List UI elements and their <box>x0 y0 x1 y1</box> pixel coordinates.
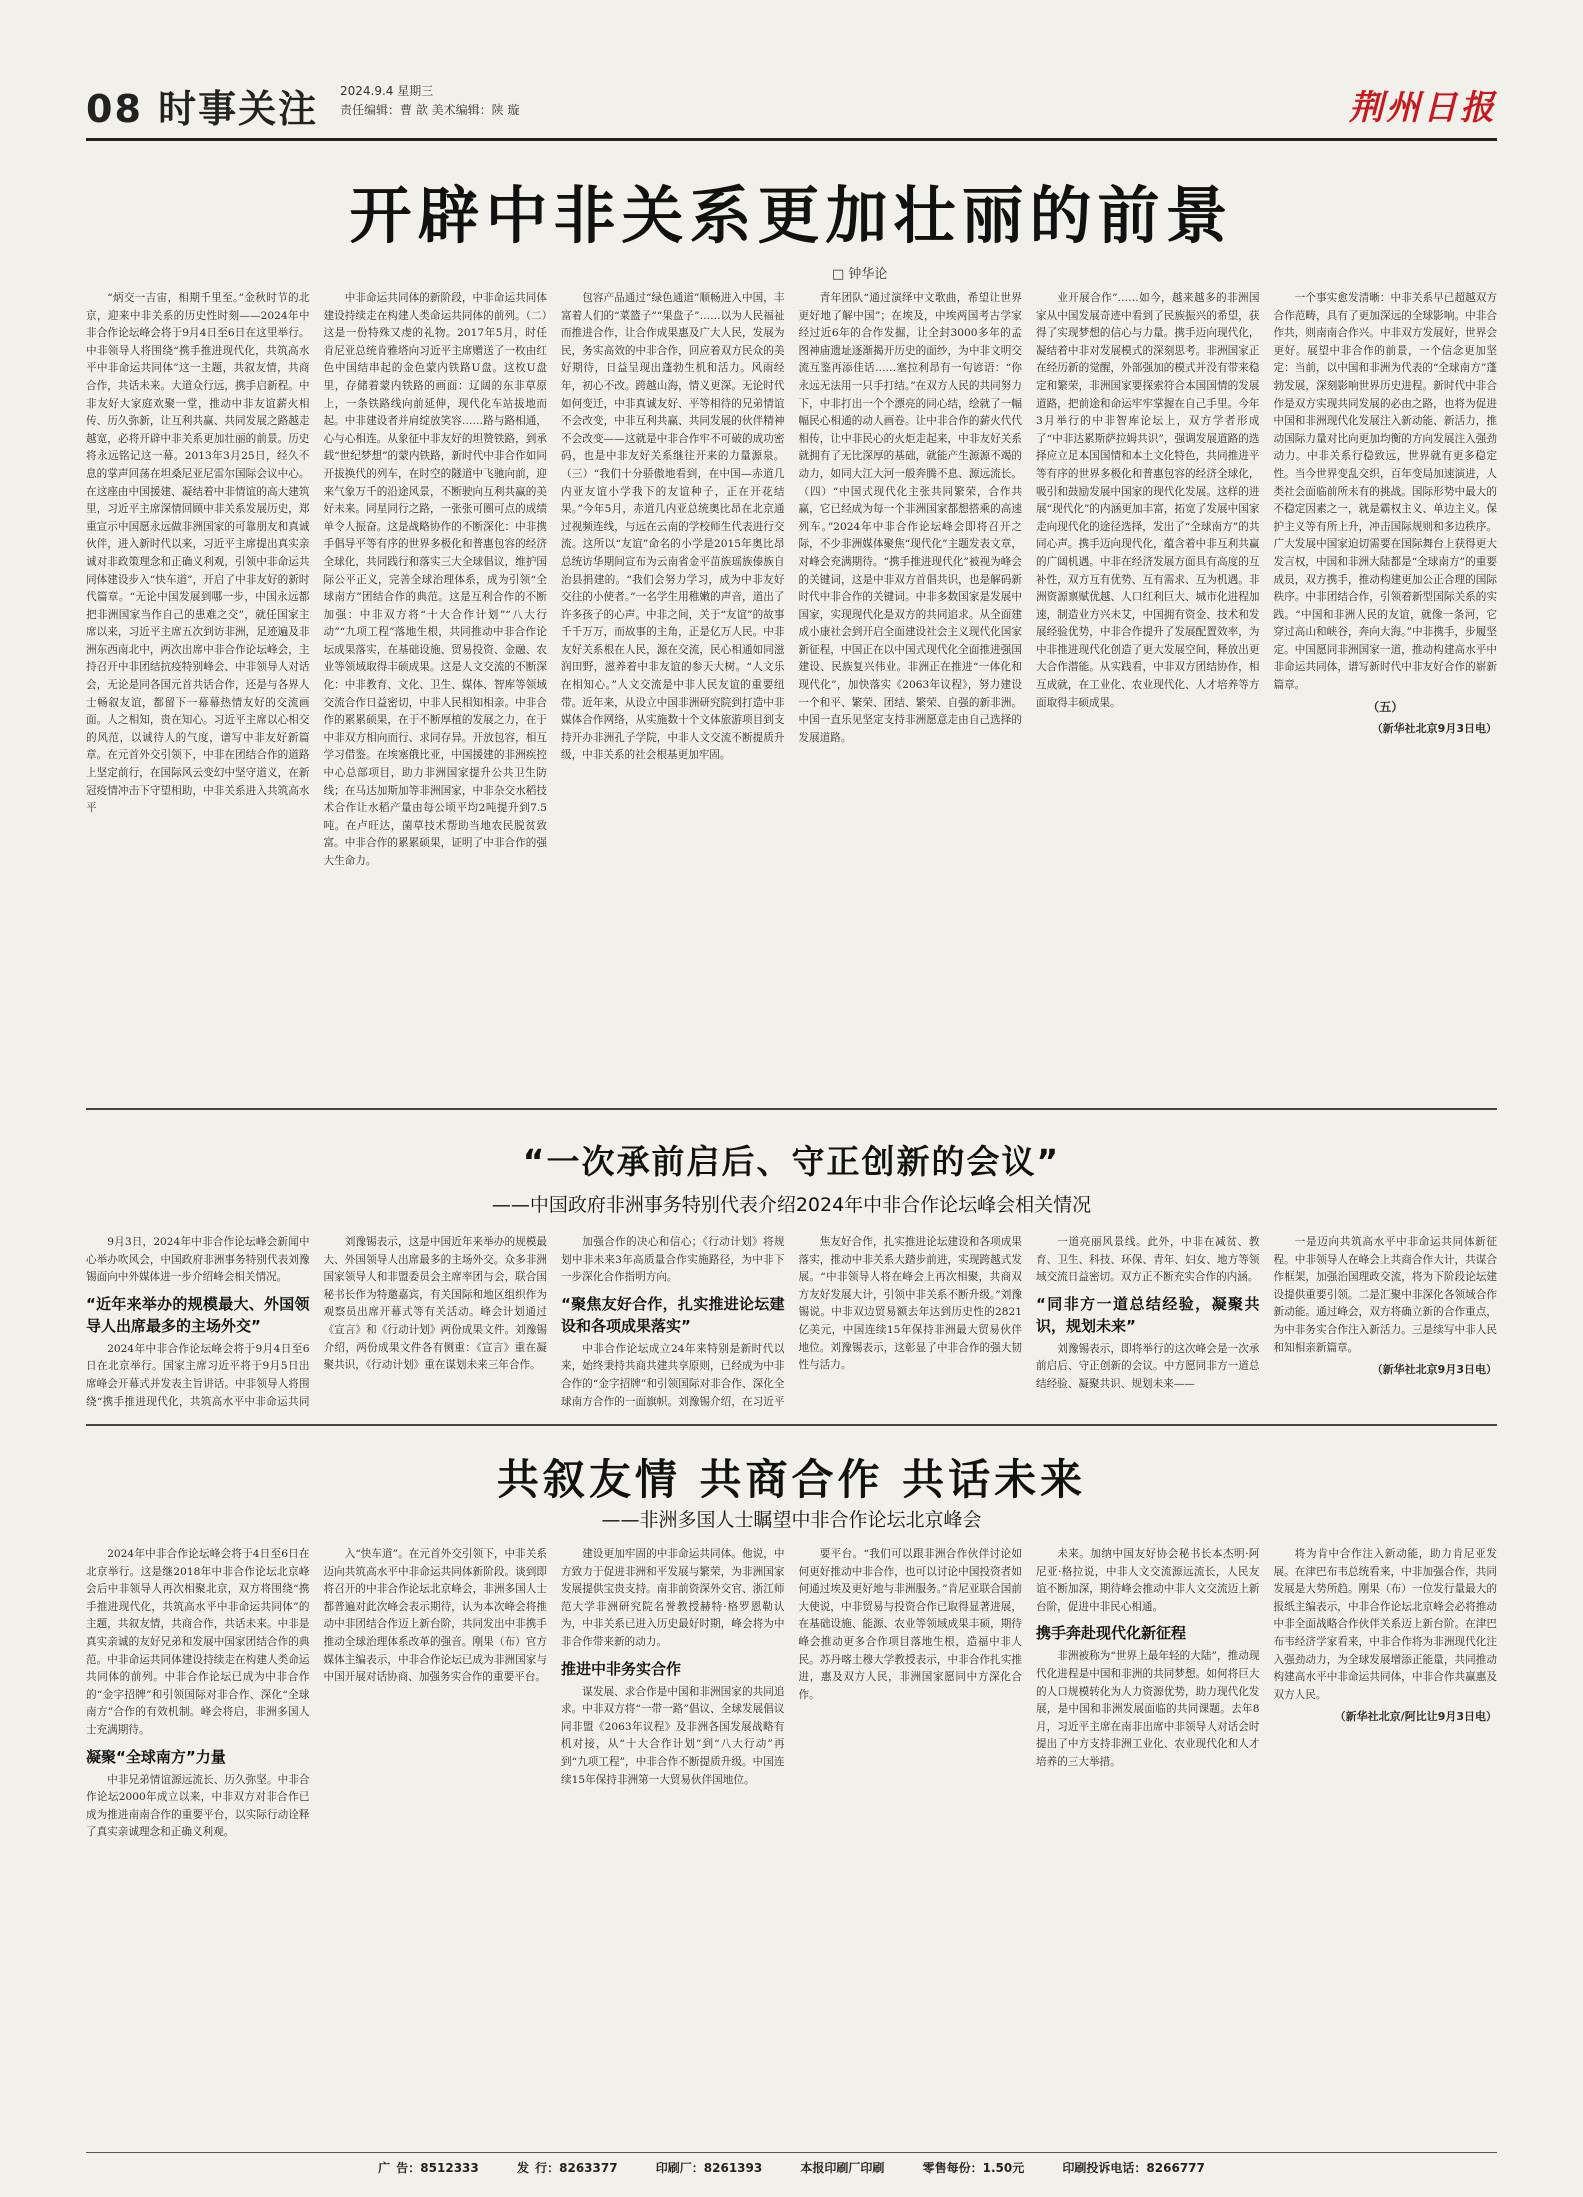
header-meta <box>340 82 519 120</box>
footer-ad-phone: 广 告：8512333 <box>378 2161 479 2175</box>
article1-section-5: （五） <box>1367 699 1404 714</box>
article1-column-6: 一个事实愈发清晰：中非关系早已超越双方合作范畴，具有了更加深远的全球影响。中非合作共，则南南合作兴。中非双方发展好，世界会更好。展望中非合作的前景，一个信念更加坚定：当前，以中国和非洲为代表的“全球南方”蓬勃发展，深刻影响世界历史进程。新时代中非合作是双方实现共同发展的必由之路，也将为促进中国和非洲现代化发展注入新动能、新活力，推动国际力量对比向更加均衡的方向发展注入强劲动力。中非关系行稳致远，世界就有更多稳定性。当今世界变乱交织，百年变局加速演进，人类社会面临前所未有的挑战。国际形势中最大的不稳定因素之一，就是霸权主义、单边主义。保护主义等有所上升，冲击国际规则和多边秩序。广大发展中国家迫切需要在国际舞台上获得更大发言权，中国和非洲大陆都是“全球南方”的重要成员，双方携手，推动构建更加公正合理的国际秩序。中非团结合作，引领着新型国际关系的实践。“中国和非洲人民的友谊，就像一条河，它穿过高山和峡谷，奔向大海。”中非携手，步履坚定。中国愿同非洲国家一道，推动构建高水平中非命运共同体，谱写新时代中非友好合作的崭新篇章。 （五） （新华社北京9月3日电） <box>1274 290 1498 1080</box>
article3-subhead-3: 携手奔赴现代化新征程 <box>1036 1624 1187 1643</box>
article2-credit: （新华社北京9月3日电） <box>1371 1363 1497 1377</box>
article2-column-5: 一道亮丽风景线。此外，中非在减贫、教育、卫生、科技、环保、青年、妇女、地方等领域交流日益密切。双方正不断充实合作的内涵。 “同非方一道总结经验，凝聚共识，规划未来” 刘豫锡表示，即将举行的这次峰会是一次承前启后、守正创新的会议。中方愿同非方一道总结经验、凝聚共识、规划未来—— <box>1036 1236 1260 1390</box>
footer-complaint-phone: 印刷投诉电话：8266777 <box>1062 2161 1205 2175</box>
footer-distribution-phone: 发 行：8263377 <box>516 2161 618 2175</box>
article2-subhead-3: “同非方一道总结经验，凝聚共识，规划未来” <box>1036 1294 1260 1335</box>
article2-subhead-2: “聚焦友好合作，扎实推进论坛建设和各项成果落实” <box>561 1294 785 1335</box>
page-header <box>86 78 1497 138</box>
article2-title: “一次承前启后、守正创新的会议” <box>522 1142 1061 1181</box>
article3-column-2: 入“快车道”。在元首外交引领下，中非关系迈向共筑高水平中非命运共同体新阶段。谈到即将召开的中非合作论坛北京峰会，非洲多国人士都普遍对此次峰会表示期待，认为本次峰会将推动中非团结合作迈上新台阶，共同发出中非携手推动全球治理体系改革的强音。刚果（布）官方媒体主编表示，中非合作论坛已成为非洲国家与中国开展对话协商、加强务实合作的重要平台。 <box>323 1548 547 1684</box>
page-section-label: 08 时事关注 <box>86 87 319 131</box>
article1-title: 开辟中非关系更加壮丽的前景 <box>349 179 1234 252</box>
article3-column-4: 要平台。“我们可以跟非洲合作伙伴讨论如何更好推动中非合作，也可以讨论中国投资者如何通过埃及更好地与非洲服务。”肯尼亚联合国前大使说，中非贸易与投资合作已取得显著进展，在基础设施、能源、农业等领域成果丰硕，期待峰会推动更多合作项目落地生根，造福中非人民。苏丹喀土穆大学教授表示，中非合作扎实推进，惠及双方人民，非洲国家愿同中方深化合作。 <box>798 1548 1022 1701</box>
article3-column-1: 2024年中非合作论坛峰会将于4日至6日在北京举行。这是继2018年中非合作论坛北京峰会后中非领导人再次相聚北京，双方将围绕“携手推进现代化，共筑高水平中非命运共同体”的主题，共叙友情，共商合作，共话未来。中非是真实亲诚的友好兄弟和发展中国家团结合作的典范。中非命运共同体建设持续走在构建人类命运共同体的前列。中非合作论坛已成为中非合作的“金字招牌”和引领国际对非合作、深化“全球南方”合作的有效机制。峰会将启，非洲多国人士充满期待。 凝聚“全球南方”力量 中非兄弟情谊源远流长、历久弥坚。中非合作论坛2000年成立以来，中非双方对非合作已成为推进南南合作的重要平台，以实际行动诠释了真实亲诚理念和正确义利观。 <box>86 1548 310 1839</box>
article3-body <box>86 1546 1497 2142</box>
article2-column-2: 刘豫锡表示，这是中国近年来举办的规模最大、外国领导人出席最多的主场外交。众多非洲国家领导人和非盟委员会主席率团与会，联合国秘书长作为特邀嘉宾，有关国际和地区组织作为观察员出席开幕式等有关活动。峰会计划通过《宣言》和《行动计划》两份成果文件。刘豫锡介绍，两份成果文件各有侧重：《宣言》重在凝聚共识，《行动计划》重在谋划未来三年合作。 <box>323 1236 547 1372</box>
article1-credit: （新华社北京9月3日电） <box>1371 722 1497 736</box>
article2-subhead-1: “近年来举办的规模最大、外国领导人出席最多的主场外交” <box>86 1294 310 1335</box>
article1-column-2: 中非命运共同体的新阶段，中非命运共同体建设持续走在构建人类命运共同体的前列。（二）这是一份特殊又虔的礼物。2017年5月，时任肯尼亚总统肯雅塔向习近平主席赠送了一枚由红色中国结串起的金色蒙内铁路U盘。这枚U盘里，存储着蒙内铁路的画面：辽阔的东非草原上，一条铁路线向前延伸，现代化车站拔地而起。中非建设者并肩绽放笑容……路与路相通，心与心相连。从象征中非友好的坦赞铁路，到承载“世纪梦想”的蒙内铁路，新时代中非合作如同开拔换代的列车，在时空的隧道中飞驰向前，迎来气象万千的沿途风景，不断驶向互利共赢的美好未来。同星同行之路，一张张可圈可点的成绩单令人振奋。这是战略协作的不断深化：中非携手倡导平等有序的世界多极化和普惠包容的经济全球化，共同践行和落实三大全球倡议，维护国际公平正义，完善全球治理体系，成为引领“全球南方”团结合作的典范。这是互利合作的不断加强：中非双方将“十大合作计划”“八大行动”“九项工程”落地生根，共同推动中非合作论坛成果落实，在基础设施、贸易投资、金融、农业等领域取得丰硕成果。这是人文交流的不断深化：中非教育、文化、卫生、媒体、智库等领域交流合作日益密切，中非人民相知相亲。中非合作的累累硕果，在于不断厚植的发展之力，在于中非双方相向而行、求同存异。开放包容，相互学习借鉴。在埃塞俄比亚，中国援建的非洲疾控中心总部项目，助力非洲国家提升公共卫生防线；在马达加斯加等非洲国家，中非杂交水稻技术合作让水稻产量由每公顷平均2吨提升到7.5吨。在卢旺达，菌草技术帮助当地农民脱贫致富。中非合作的累累硕果，证明了中非合作的强大生命力。 <box>323 292 547 867</box>
article3-column-3: 建设更加牢固的中非命运共同体。他说，中方致力于促进非洲和平发展与繁荣，为非洲国家发展提供宝贵支持。南非前资深外交官、浙江师范大学非洲研究院名誉教授赫特·格罗恩勒认为，中非关系已进入历史最好时期，峰会将为中非合作带来新的动力。 推进中非务实合作 谋发展、求合作是中国和非洲国家的共同追求。中非双方将“一带一路”倡议、全球发展倡议同非盟《2063年议程》及非洲各国发展战略有机对接，从“十大合作计划”到“八大行动”再到“九项工程”，中非合作不断提质升级。中国连续15年保持非洲第一大贸易伙伴国地位。 <box>561 1548 785 1786</box>
article2-column-3: 加强合作的决心和信心；《行动计划》将规划中非未来3年高质量合作实施路径，为中非下一步深化合作指明方向。 “聚焦友好合作，扎实推进论坛建设和各项成果落实” 中非合作论坛成立24年来特别是新时代以来，始终秉持共商共建共享原则，已经成为中非合作的“金字招牌”和引领国际对非合作、深化全球南方合作的一面旗帜。刘豫锡介绍，在习近平 <box>561 1236 785 1408</box>
article1-body <box>86 290 1497 1080</box>
section-divider <box>86 1108 1497 1110</box>
article1-byline: □ 钟华论 <box>832 267 888 282</box>
article3-subhead-1: 凝聚“全球南方”力量 <box>86 1747 226 1766</box>
issue-date: 2024.9.4 星期三 <box>340 84 434 98</box>
article2-column-6: 一是迈向共筑高水平中非命运共同体新征程。中非领导人在峰会上共商合作大计，共谋合作框架，加强治国理政交流，将为下阶段论坛建设提供重要引领。二是汇聚中非深化各领域合作新动能。通过峰会，双方将确立新的合作重点，为中非务实合作注入新活力。三是续写中非人民和知相亲新篇章。 （新华社北京9月3日电） <box>1274 1234 1498 1409</box>
article1-column-1: “炳交一吉宙，相期千里至。”金秋时节的北京，迎来中非关系的历史性时刻——2024年中非合作论坛峰会将于9月4日至6日在这里举行。中非领导人将围绕“携手推进现代化，共筑高水平中非命运共同体”这一主题，共叙友情，共商合作，共话未来。大道众行远，携手启新程。中非友好大家庭欢聚一堂，推动中非友谊薪火相传、历久弥新，让互利共赢、共同发展之路越走越宽，必将开辟中非关系更加壮丽的前景。历史将永远铭记这一幕。2013年3月25日，经久不息的掌声回荡在坦桑尼亚尼雷尔国际会议中心。在这座由中国援建、凝结着中非情谊的高大建筑里，习近平主席深情回顾中非关系发展历史，郑重宣示中国愿永远做非洲国家的可靠朋友和真诚伙伴，进入新时代以来，习近平主席提出真实亲诚对非政策理念和正确义利观，引领中非命运共同体建设步入“快车道”，开启了中非友好的新时代篇章。“无论中国发展到哪一步，中国永远都把非洲国家当作自己的患难之交”，就任国家主席以来，习近平主席五次到访非洲，足迹遍及非洲东西南北中，两次出席中非合作论坛峰会，主持召开中非团结抗疫特别峰会、中非领导人对话会，无论是同各国元首共话合作，还是与各界人士畅叙友谊，都留下一幕幕热情友好的交流画面。人之相知，贵在知心。习近平主席以心相交的风范，以诚待人的气度，谱写中非友好新篇章。在元首外交引领下，中非在团结合作的道路上坚定前行，在国际风云变幻中坚守道义，在新冠疫情冲击下守望相助，中非关系进入共筑高水平 <box>86 292 310 815</box>
article3-subhead-2: 推进中非务实合作 <box>561 1659 682 1678</box>
article3-credit: （新华社北京/阿比让9月3日电） <box>1334 1710 1497 1724</box>
article3-title: 共叙友情 共商合作 共话未来 <box>496 1455 1087 1504</box>
article2-column-1: 9月3日，2024年中非合作论坛峰会新闻中心举办吹风会，中国政府非洲事务特别代表刘豫锡面向中外媒体进一步介绍峰会相关情况。 “近年来举办的规模最大、外国领导人出席最多的主场外交” 2024年中非合作论坛峰会将于9月4日至6日在北京举行。国家主席习近平将于9月5日出席峰会开幕式并发表主旨讲话。中非领导人将围绕“携手推进现代化，共筑高水平中非命运共同 <box>86 1236 310 1408</box>
footer-printer-note: 本报印刷厂印刷 <box>800 2161 885 2175</box>
article3-column-6: 将为肯中合作注入新动能，助力肯尼亚发展。在津巴布韦总统看来，中非加强合作，共同发展是大势所趋。刚果（布）一位发行量最大的报纸主编表示，中非合作论坛北京峰会必将推动中非全面战略合作伙伴关系迈上新台阶。在津巴布韦经济学家看来，中非合作将为非洲现代化注入强劲动力，为全球发展增添正能量，共同推动构建高水平中非命运共同体，中非合作共赢惠及双方人民。 （新华社北京/阿比让9月3日电） <box>1274 1546 1498 2142</box>
editors-line: 责任编辑：曹 歆 美术编辑：陕 璇 <box>340 103 520 117</box>
footer-rule <box>86 2152 1497 2153</box>
article2-body <box>86 1234 1497 1409</box>
page-footer <box>86 2159 1497 2176</box>
article1-column-5: 业开展合作”……如今，越来越多的非洲国家从中国发展奇迹中看到了民族振兴的希望，获得了实现梦想的信心与力量。携手迈向现代化，凝结着中非对发展模式的深刻思考。非洲国家正在经历新的觉醒，外部强加的模式并没有带来稳定和繁荣，非洲国家要探索符合本国国情的发展道路，把前途和命运牢牢掌握在自己手里。今年3月举行的中非智库论坛上，双方学者形成了“中非达累斯萨拉姆共识”，强调发展道路的选择应立足本国国情和本土文化特色，共同推进平等有序的世界多极化和普惠包容的经济全球化，吸引和鼓励发展中国家的现代化发展。这样的进展“现代化”的内涵更加丰富，拓宽了发展中国家走向现代化的途径选择，发出了“全球南方”的共同心声。携手迈向现代化，蕴含着中非互利共赢的广阔机遇。中非在经济发展方面具有高度的互补性，双方互有优势、互有需求、互为机遇。非洲资源禀赋优越、人口红利巨大、城市化进程加速，制造业方兴未艾，中国拥有资金、技术和发展经验优势，中非合作提升了发展配置效率，为中非推进现代化创造了更大发展空间，释放出更大合作潜能。从实践看，中非双方团结协作，相互成就，在工业化、农业现代化、人才培养等方面取得丰硕成果。 <box>1036 292 1260 709</box>
article2-column-4: 焦友好合作，扎实推进论坛建设和各项成果落实，推动中非关系大踏步前进，实现跨越式发展。“中非领导人将在峰会上再次相聚，共商双方友好发展大计，引领中非关系不断升级。”刘豫锡说。中非双边贸易额去年达到历史性的2821亿美元，中国连续15年保持非洲最大贸易伙伴地位。刘豫锡表示，这彰显了中非合作的强大韧性与活力。 <box>798 1236 1022 1372</box>
masthead-logo: 荆州日报 <box>1349 88 1497 128</box>
footer-printer-phone: 印刷厂：8261393 <box>655 2161 763 2175</box>
article2-subtitle: ——中国政府非洲事务特别代表介绍2024年中非合作论坛峰会相关情况 <box>491 1194 1092 1216</box>
footer-retail-price: 零售每份：1.50元 <box>922 2161 1025 2175</box>
article3-column-5: 未来。加纳中国友好协会秘书长本杰明·阿尼亚·格拉说，中非人文交流源远流长，人民友谊不断加深，期待峰会推动中非人文交流迈上新台阶，促进中非民心相通。 携手奔赴现代化新征程 非洲被称为“世界上最年轻的大陆”，推动现代化进程是中国和非洲的共同梦想。如何将巨大的人口规模转化为人力资源优势，助力现代化发展，是中国和非洲发展面临的共同课题。去年8月，习近平主席在南非出席中非领导人对话会时提出了中方支持非洲工业化、农业现代化和人才培养的三大举措。 <box>1036 1548 1260 1768</box>
article3-subtitle: ——非洲多国人士瞩望中非合作论坛北京峰会 <box>601 1509 982 1531</box>
section-divider <box>86 1424 1497 1426</box>
article1-column-3: 包容产品通过“绿色通道”顺畅进入中国，丰富着人们的“菜篮子”“果盘子”……以为人民福祉而推进合作，让合作成果惠及广大人民，发展为民，务实高效的中非合作，回应着双方民众的美好期待，日益呈现出蓬勃生机和活力。风雨经年，初心不改。跨越山海，情义更深。无论时代如何变迁，中非真诚友好、平等相待的兄弟情谊不会改变，中非互利共赢、共同发展的伙伴精神不会改变——这就是中非合作牢不可破的成功密码，也是中非友好关系继往开来的力量源泉。（三）“我们十分骄傲地看到，在中国—赤道几内亚友谊小学我下的友谊种子，正在开花结果。”今年5月，赤道几内亚总统奥比昂在北京通过视频连线，与远在云南的学校师生代表进行交流。这所以“友谊”命名的小学是2015年奥比昂总统访华期间宣布为云南省金平苗族瑶族傣族自治县捐建的。“我们会努力学习，成为中非友好交往的小使者。”一名学生用稚嫩的声音，道出了许多孩子的心声。中非之间，关于“友谊”的故事千千万万，而故事的主角，正是亿万人民。中非友好关系根在人民，源在交流，民心相通如同滋润田野，滋养着中非友谊的参天大树。“人文乐在相知心。”人文交流是中非人民友谊的重要纽带。近年来，从设立中国非洲研究院到打造中非媒体合作网络，从实施数十个文体旅游项目到支持开办非洲孔子学院，中非人文交流不断提质升级，中非关系的社会根基更加牢固。 <box>561 292 785 762</box>
article1-column-4: 青年团队“通过演绎中文歌曲，希望让世界更好地了解中国”；在埃及，中埃两国考古学家经过近6年的合作发掘，让全封3000多年的孟图神庙遗址逐渐揭开历史的面纱，为中非文明交流互鉴再添佳话……塞拉利昂有一句谚语：“你永远无法用一只手打结。”在双方人民的共同努力下，中非打出一个个漂亮的同心结，绘就了一幅幅民心相通的动人画卷。让中非合作的薪火代代相传，让中非民心的火炬走起来，中非友好关系就拥有了无比深厚的基础，就能产生源源不竭的动力，如同大江大河一般奔腾不息、源远流长。（四）“中国式现代化主张共同繁荣，合作共赢，它已经成为每一个非洲国家都想搭乘的高速列车。”2024年中非合作论坛峰会即将召开之际，不少非洲媒体聚焦“现代化”主题发表文章，对峰会充满期待。“携手推进现代化”被视为峰会的关键词，这是中非双方首倡共识，也是解码新时代中非合作的关键词。中非多数国家是发展中国家，实现现代化是双方的共同追求。从全面建成小康社会到开启全面建设社会主义现代化国家新征程，中国正在以中国式现代化全面推进强国建设、民族复兴伟业。非洲正在推进“一体化和现代化”，加快落实《2063年议程》，努力建设一个和平、繁荣、团结、繁荣、自强的新非洲。中国一直乐见坚定支持非洲愿意走由自己选择的发展道路。 <box>798 292 1022 744</box>
header-rule <box>86 138 1497 141</box>
